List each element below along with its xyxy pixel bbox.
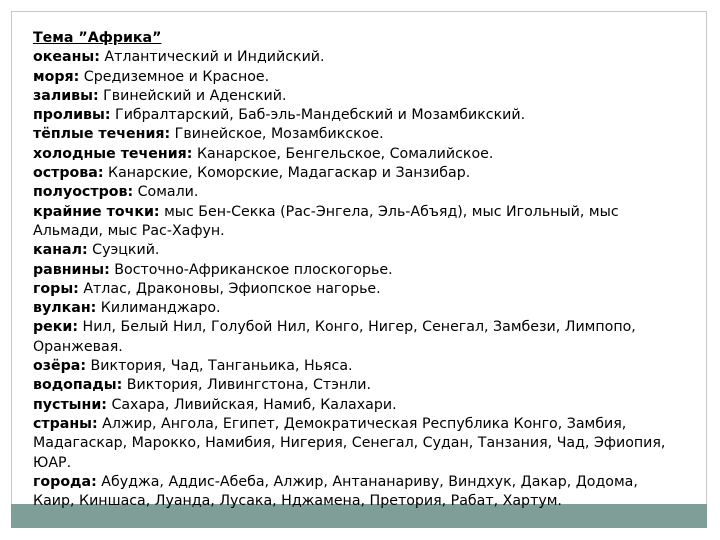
topic-row [33, 145, 673, 164]
topic-text: Средиземное и Красное. [79, 68, 270, 85]
topic-row [33, 125, 673, 144]
topic-text: Виктория, Ливингстона, Стэнли. [122, 377, 372, 394]
topic-label: вулкан: [33, 300, 97, 317]
topic-text: Гвинейский и Аденский. [98, 87, 287, 104]
topic-row [33, 396, 673, 415]
topic-label: полуостров: [33, 184, 134, 201]
topic-list [33, 48, 673, 511]
topic-row [33, 203, 673, 242]
topic-text: мыс Бен-Секка (Рас-Энгела, Эль-Абъяд), мыс Игольный, мыс Альмади, мыс Рас-Хафун. [33, 203, 619, 239]
topic-row [33, 376, 673, 395]
topic-text: Килиманджаро. [96, 300, 221, 317]
topic-row [33, 241, 673, 260]
topic-row [33, 106, 673, 125]
topic-text: Канарские, Коморские, Мадагаскар и Занзибар. [103, 165, 471, 182]
topic-text: Восточно-Африканское плоскогорье. [109, 261, 393, 278]
topic-label: холодные течения: [33, 145, 193, 162]
topic-row [33, 261, 673, 280]
topic-row [33, 299, 673, 318]
slide-title: Тема ”Африка” [33, 30, 162, 46]
topic-row [33, 415, 673, 473]
topic-label: горы: [33, 280, 79, 297]
topic-row [33, 280, 673, 299]
topic-text: Алжир, Ангола, Египет, Демократическая Республика Конго, Замбия, Мадагаскар, Марокко, Намибия, Нигерия, Сенегал, Судан, Танзания, Чад, Эфиопия, ЮАР. [33, 415, 666, 471]
topic-label: озёра: [33, 358, 87, 375]
topic-label: крайние точки: [33, 203, 160, 220]
topic-label: тёплые течения: [33, 126, 171, 143]
topic-text: Канарское, Бенгельское, Сомалийское. [192, 145, 494, 162]
topic-label: канал: [33, 242, 88, 259]
topic-row [33, 183, 673, 202]
topic-row [33, 48, 673, 67]
topic-row [33, 164, 673, 183]
topic-label: страны: [33, 415, 98, 432]
topic-label: водопады: [33, 377, 123, 394]
topic-label: проливы: [33, 107, 111, 124]
topic-row [33, 318, 673, 357]
topic-label: равнины: [33, 261, 110, 278]
topic-text: Атлас, Драконовы, Эфиопское нагорье. [78, 280, 381, 297]
topic-label: моря: [33, 68, 80, 85]
topic-row [33, 87, 673, 106]
topic-label: города: [33, 473, 97, 490]
topic-row [33, 357, 673, 376]
topic-label: острова: [33, 165, 104, 182]
topic-label: заливы: [33, 87, 99, 104]
topic-text: Абуджа, Аддис-Абеба, Алжир, Антананариву, Виндхук, Дакар, Додома, Каир, Киншаса, Луанда, Лусака, Нджамена, Претория, Рабат, Хартум. [33, 473, 638, 510]
topic-text: Гвинейское, Мозамбикское. [170, 126, 384, 143]
topic-text: Нил, Белый Нил, Голубой Нил, Конго, Нигер, Сенегал, Замбези, Лимпопо, Оранжевая. [33, 319, 636, 355]
topic-label: пустыни: [33, 396, 107, 413]
topic-label: реки: [33, 319, 79, 336]
topic-text: Суэцкий. [87, 242, 160, 259]
topic-text: Виктория, Чад, Танганьика, Ньяса. [86, 358, 353, 375]
topic-label: океаны: [33, 49, 100, 66]
topic-row [33, 473, 673, 512]
topic-text: Сахара, Ливийская, Намиб, Калахари. [106, 396, 397, 413]
topic-text: Сомали. [133, 184, 199, 201]
slide-content [33, 29, 673, 511]
topic-text: Атлантический и Индийский. [99, 49, 325, 66]
topic-row [33, 68, 673, 87]
topic-text: Гибралтарский, Баб-эль-Мандебский и Мозамбикский. [110, 107, 526, 124]
